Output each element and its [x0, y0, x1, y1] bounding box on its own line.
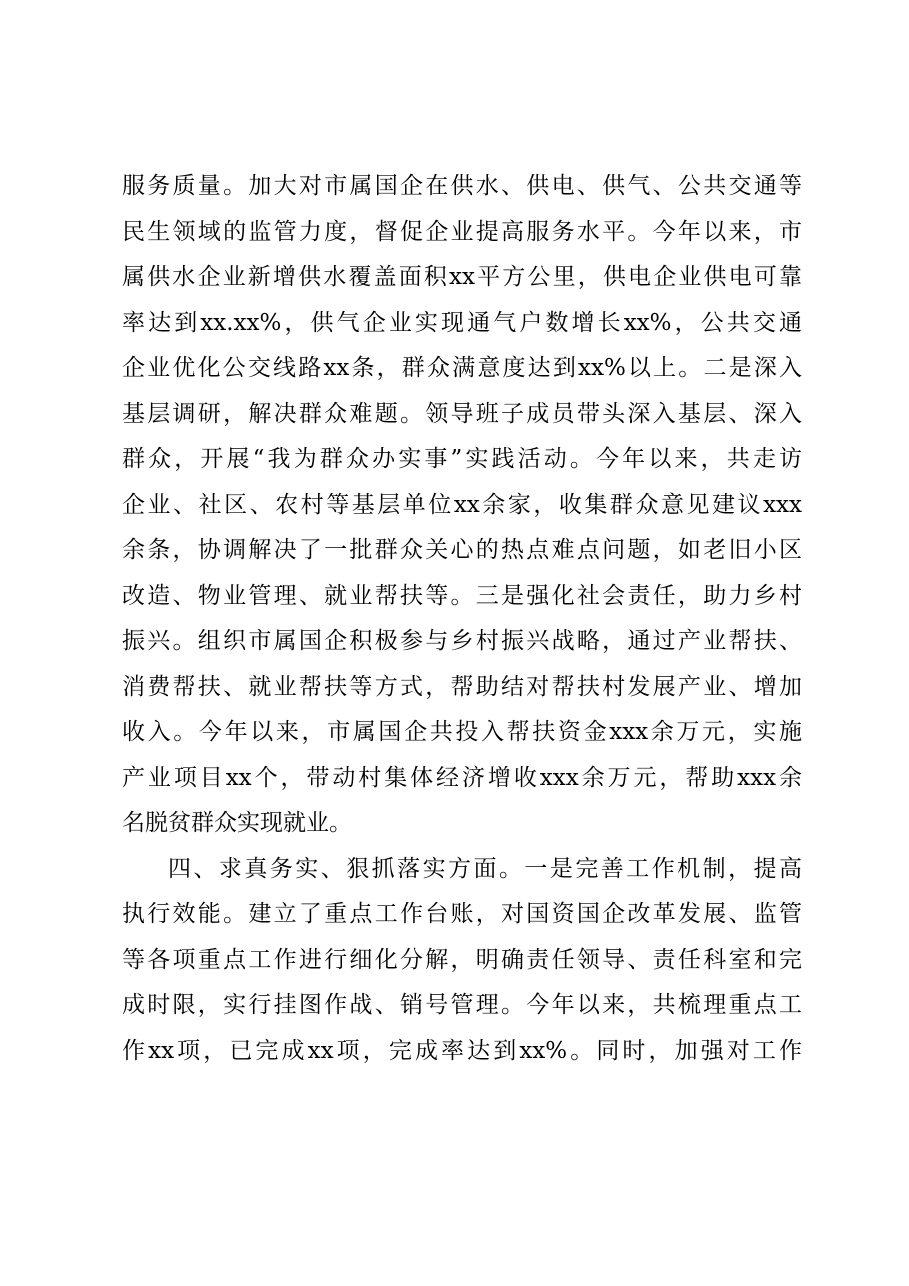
text-line: 企业优化公交线路xx条，群众满意度达到xx%以上。二是深入 — [122, 355, 802, 381]
text-line: 收入。今年以来，市属国企共投入帮扶资金xxx余万元，实施 — [122, 719, 802, 745]
body-text — [122, 164, 802, 1074]
text-line: 产业项目xx个，带动村集体经济增收xxx余万元，帮助xxx余 — [122, 764, 802, 791]
section-heading-line: 四、求真务实、狠抓落实方面。一是完善工作机制，提高 — [168, 855, 802, 882]
text-line: 消费帮扶、就业帮扶等方式，帮助结对帮扶村发展产业、增加 — [122, 673, 802, 700]
text-line: 服务质量。加大对市属国企在供水、供电、供气、公共交通等 — [122, 173, 802, 199]
text-line: 成时限，实行挂图作战、销号管理。今年以来，共梳理重点工 — [122, 992, 802, 1018]
text-line: 作xx项，已完成xx项，完成率达到xx%。同时，加强对工作 — [122, 1037, 802, 1064]
text-line: 振兴。组织市属国企积极参与乡村振兴战略，通过产业帮扶、 — [122, 628, 802, 654]
text-line: 执行效能。建立了重点工作台账，对国资国企改革发展、监管 — [122, 901, 802, 927]
paragraph-end-line: 名脱贫群众实现就业。 — [122, 810, 352, 836]
text-line: 企业、社区、农村等基层单位xx余家，收集群众意见建议xxx — [122, 491, 802, 518]
text-line: 属供水企业新增供水覆盖面积xx平方公里，供电企业供电可靠 — [122, 264, 802, 290]
text-line: 改造、物业管理、就业帮扶等。三是强化社会责任，助力乡村 — [122, 582, 802, 609]
text-line: 余条，协调解决了一批群众关心的热点难点问题，如老旧小区 — [122, 537, 802, 563]
text-line: 群众，开展“我为群众办实事”实践活动。今年以来，共走访 — [122, 446, 802, 472]
text-line: 民生领域的监管力度，督促企业提高服务水平。今年以来，市 — [122, 218, 802, 245]
text-line: 率达到xx.xx%，供气企业实现通气户数增长xx%，公共交通 — [122, 309, 802, 336]
text-line: 等各项重点工作进行细化分解，明确责任领导、责任科室和完 — [122, 946, 802, 973]
text-line: 基层调研，解决群众难题。领导班子成员带头深入基层、深入 — [122, 400, 802, 427]
